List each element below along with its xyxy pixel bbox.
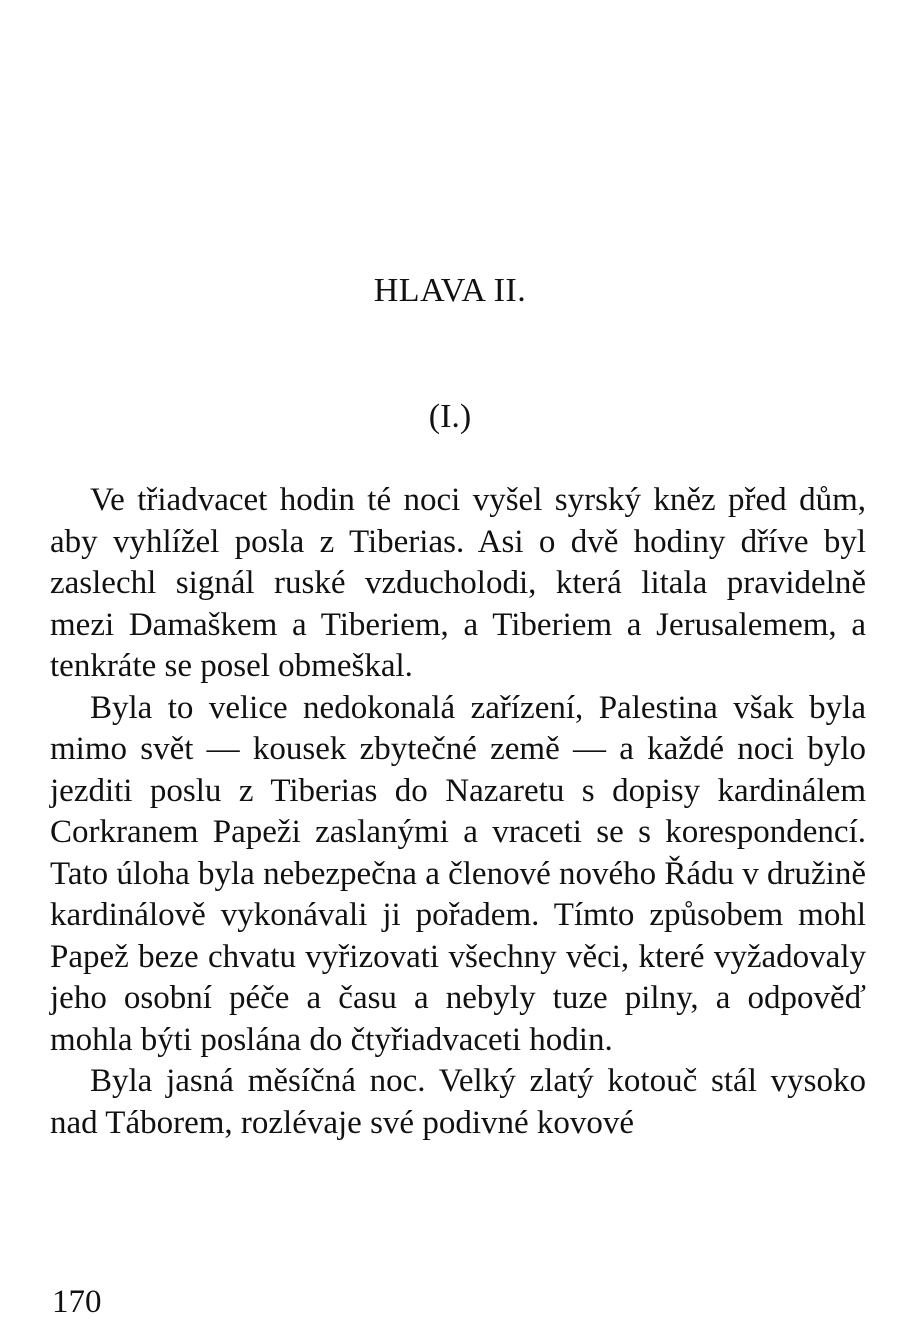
paragraph: Byla jasná měsíčná noc. Velký zlatý kotouč stál vysoko nad Táborem, rozlévaje své podivné kovové <box>50 1063 866 1141</box>
page-number: 170 <box>52 1284 102 1320</box>
section-number: (I.) <box>428 398 472 435</box>
paragraph: Byla to velice nedokonalá zařízení, Palestina však byla mimo svět — kousek zbytečné země — a každé noci bylo jezditi poslu z Tiberias do Nazaretu s dopisy kardinálem Corkranem Papeži zaslanými a vraceti se s korespondencí. Tato úloha byla nebezpečna a členové nového Řádu v družině kardinálově vykonávali ji pořadem. Tímto způsobem mohl Papež beze chvatu vyřizovati všechny věci, které vyžadovaly jeho osobní péče a času a nebyly tuze pilny, a odpověď mohla býti poslána do čtyřiadvaceti hodin. <box>50 689 866 1058</box>
paragraph: Ve třiadvacet hodin té noci vyšel syrský kněz před dům, aby vyhlížel posla z Tiberias. Asi o dvě hodiny dříve byl zaslechl signál ruské vzducholodi, která litala pravidelně mezi Damaškem a Tiberiem, a Tiberiem a Jerusalemem, a tenkráte se posel obmeškal. <box>50 482 866 684</box>
body-text <box>50 480 866 1144</box>
chapter-title: HLAVA II. <box>373 272 527 309</box>
